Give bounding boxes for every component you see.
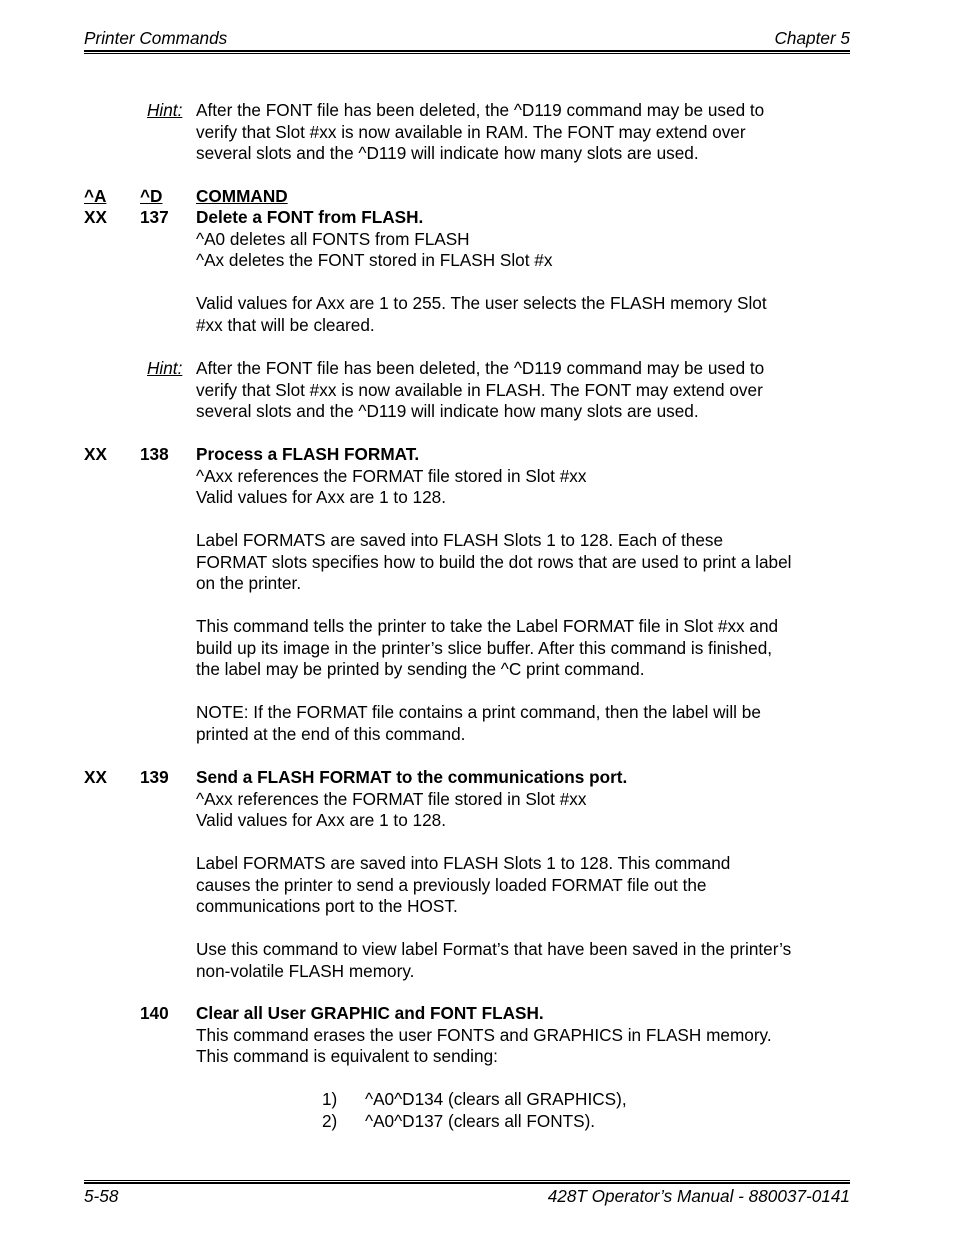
- command-number: 138: [140, 444, 169, 464]
- command-a-value: XX: [84, 444, 107, 464]
- command-text: Label FORMATS are saved into FLASH Slots 1 to 128. This command: [196, 853, 731, 873]
- command-a-value: XX: [84, 767, 107, 787]
- hint-text: verify that Slot #xx is now available in FLASH. The FONT may extend over: [196, 379, 763, 400]
- header-rule: [84, 50, 850, 52]
- command-text: This command tells the printer to take the Label FORMAT file in Slot #xx and: [196, 616, 779, 636]
- command-text: This command erases the user FONTS and GRAPHICS in FLASH memory.: [196, 1024, 772, 1045]
- command-text: ^A0 deletes all FONTS from FLASH: [196, 228, 470, 249]
- hint-label: Hint:: [147, 358, 183, 378]
- list-number: 2): [322, 1110, 338, 1131]
- command-text: printed at the end of this command.: [196, 723, 466, 744]
- list-item: ^A0^D134 (clears all GRAPHICS),: [365, 1089, 627, 1109]
- header-rule-thin: [84, 53, 850, 54]
- hint-label: Hint:: [147, 100, 183, 120]
- command-text: ^Axx references the FORMAT file stored in Slot #xx: [196, 788, 587, 809]
- command-text: Valid values for Axx are 1 to 128.: [196, 810, 446, 830]
- command-text: causes the printer to send a previously loaded FORMAT file out the: [196, 874, 707, 895]
- command-text: ^Ax deletes the FONT stored in FLASH Slot #x: [196, 250, 553, 270]
- footer-rule-thin: [84, 1180, 850, 1181]
- header-chapter: Chapter 5: [774, 28, 850, 48]
- command-text: Label FORMATS are saved into FLASH Slots 1 to 128. Each of these: [196, 530, 724, 550]
- command-text: NOTE: If the FORMAT file contains a print command, then the label will be: [196, 702, 761, 722]
- command-text: ^Axx references the FORMAT file stored in Slot #xx: [196, 465, 587, 486]
- command-text: #xx that will be cleared.: [196, 314, 375, 335]
- command-text: on the printer.: [196, 573, 302, 593]
- command-text: This command is equivalent to sending:: [196, 1046, 498, 1066]
- command-title: Send a FLASH FORMAT to the communications port.: [196, 767, 628, 787]
- command-text: Use this command to view label Format’s that have been saved in the printer’s: [196, 939, 792, 959]
- footer-rule: [84, 1182, 850, 1184]
- command-text: build up its image in the printer’s slice buffer. After this command is finished,: [196, 637, 773, 658]
- list-number: 1): [322, 1089, 338, 1109]
- manual-title: 428T Operator’s Manual - 880037-0141: [547, 1186, 850, 1206]
- page-number: 5-58: [84, 1186, 119, 1206]
- hint-text: After the FONT file has been deleted, the ^D119 command may be used to: [196, 358, 765, 378]
- column-header-d: ^D: [140, 186, 163, 206]
- command-title: Clear all User GRAPHIC and FONT FLASH.: [196, 1003, 544, 1023]
- command-text: FORMAT slots specifies how to build the dot rows that are used to print a label: [196, 551, 792, 572]
- list-item: ^A0^D137 (clears all FONTS).: [365, 1110, 596, 1131]
- hint-text: several slots and the ^D119 will indicate how many slots are used.: [196, 143, 699, 163]
- command-a-value: XX: [84, 207, 107, 227]
- hint-text: After the FONT file has been deleted, the ^D119 command may be used to: [196, 100, 765, 120]
- hint-text: several slots and the ^D119 will indicate how many slots are used.: [196, 401, 699, 421]
- command-text: non-volatile FLASH memory.: [196, 960, 415, 981]
- command-title: Process a FLASH FORMAT.: [196, 444, 420, 464]
- header-title: Printer Commands: [84, 28, 228, 48]
- command-title: Delete a FONT from FLASH.: [196, 207, 424, 227]
- command-number: 137: [140, 207, 169, 227]
- hint-text: verify that Slot #xx is now available in RAM. The FONT may extend over: [196, 121, 746, 142]
- command-text: Valid values for Axx are 1 to 128.: [196, 487, 446, 507]
- command-text: the label may be printed by sending the ^C print command.: [196, 659, 645, 679]
- command-text: communications port to the HOST.: [196, 896, 458, 916]
- command-number: 139: [140, 767, 169, 787]
- column-header-command: COMMAND: [196, 186, 288, 206]
- command-number: 140: [140, 1003, 169, 1023]
- command-text: Valid values for Axx are 1 to 255. The user selects the FLASH memory Slot: [196, 293, 767, 313]
- column-header-a: ^A: [84, 186, 107, 206]
